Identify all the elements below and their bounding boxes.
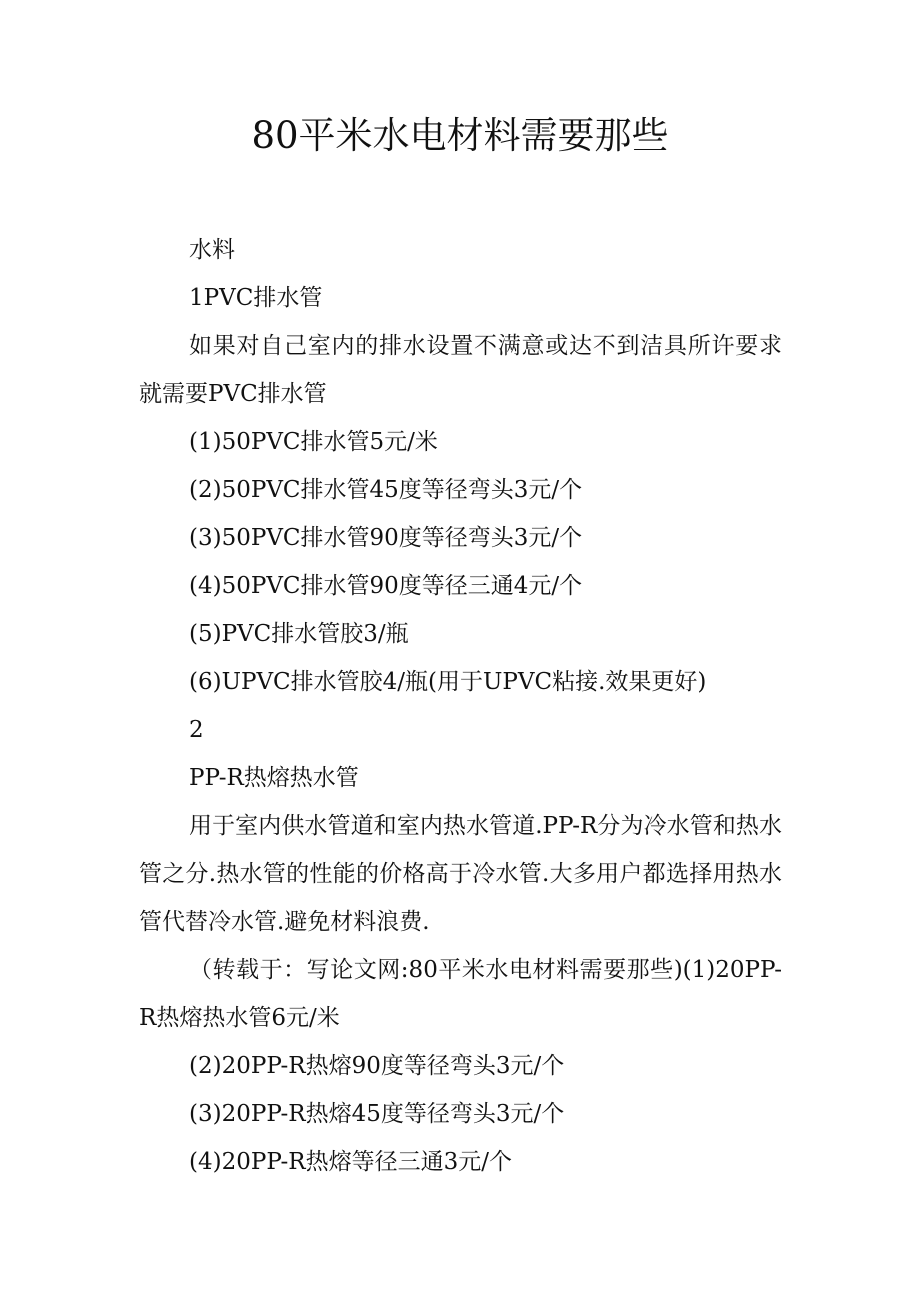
section-number: 2 [189,717,204,743]
paragraph-pvc-description: 如果对自己室内的排水设置不满意或达不到洁具所许要求就需要PVC排水管 [139,333,782,407]
paragraph-pvc-heading: 1PVC排水管 [189,285,323,311]
list-item: (1)50PVC排水管5元/米 [189,429,438,455]
list-item: (2)20PP-R热熔90度等径弯头3元/个 [189,1053,565,1079]
list-item: (2)50PVC排水管45度等径弯头3元/个 [189,477,583,503]
list-item: (4)20PP-R热熔等径三通3元/个 [189,1149,513,1175]
document-title: 80平米水电材料需要那些 [251,114,669,157]
list-item: (6)UPVC排水管胶4/瓶(用于UPVC粘接.效果更好) [189,669,707,695]
list-item: (5)PVC排水管胶3/瓶 [189,621,409,647]
list-item: (3)20PP-R热熔45度等径弯头3元/个 [189,1101,565,1127]
list-item: (4)50PVC排水管90度等径三通4元/个 [189,573,583,599]
document-body [139,226,782,1186]
list-item: (3)50PVC排水管90度等径弯头3元/个 [189,525,583,551]
paragraph-water-materials: 水料 [189,237,235,263]
paragraph-source-note: （转载于：写论文网:80平米水电材料需要那些)(1)20PP-R热熔热水管6元/米 [139,957,782,1031]
paragraph-ppr-description: 用于室内供水管道和室内热水管道.PP-R分为冷水管和热水管之分.热水管的性能的价格高于冷水管.大多用户都选择用热水管代替冷水管.避免材料浪费. [139,813,782,935]
paragraph-ppr-heading: PP-R热熔热水管 [189,765,359,791]
